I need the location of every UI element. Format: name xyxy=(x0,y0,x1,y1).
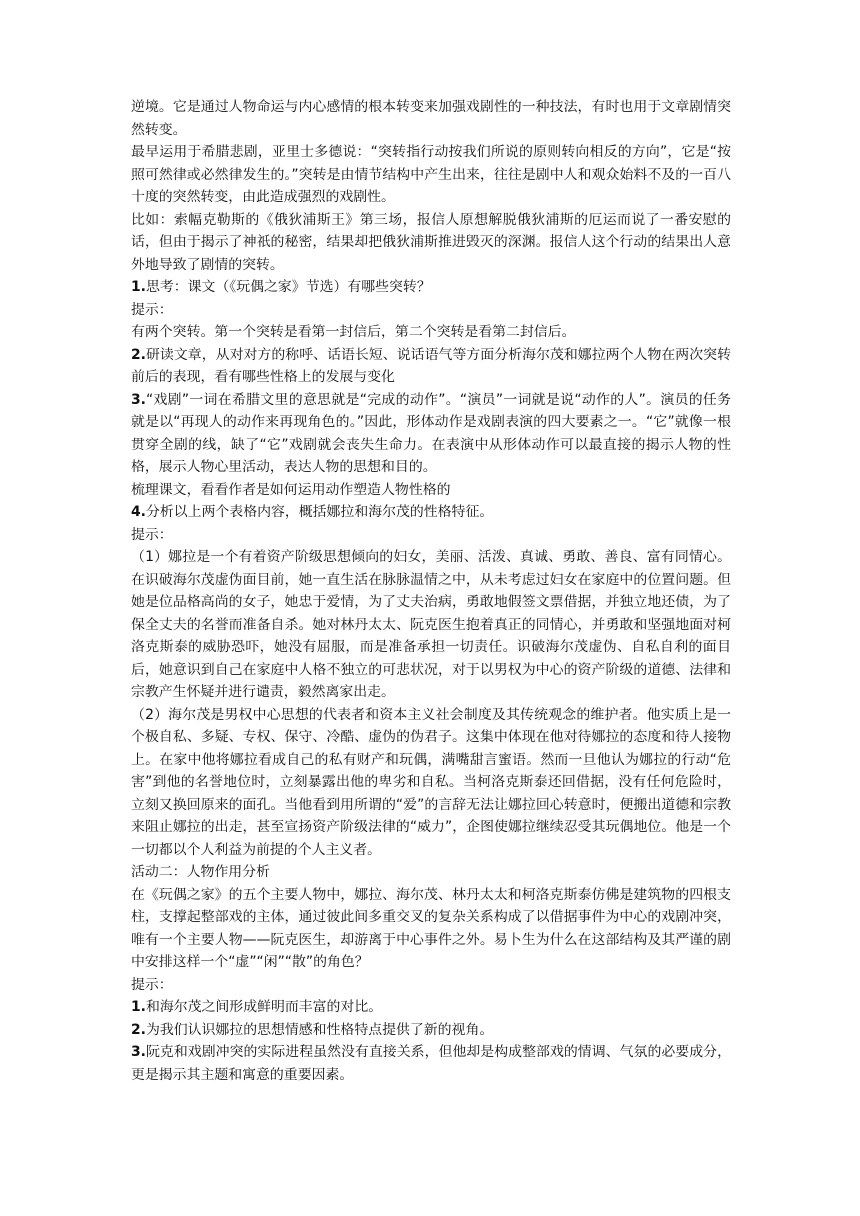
point-3 xyxy=(131,1041,731,1086)
paragraph-oedipus-example: 比如：索幅克勒斯的《俄狄浦斯王》第三场，报信人原想解脱俄狄浦斯的厄运而说了一番安慰的话，但由于揭示了神祇的秘密，结果却把俄狄浦斯推进毁灭的深渊。报信人这个行动的结果出人意外地导致了剧情的突转。 xyxy=(131,211,731,273)
question-2-number: 2. xyxy=(131,346,146,363)
question-3 xyxy=(131,389,731,479)
document-page xyxy=(131,96,731,1086)
question-3-text: “戏剧”一词在希腊文里的意思就是“完成的动作”。“演员”一词就是说“动作的人”。演员的任务就是以“再现人的动作来再现角色的。”因此，形体动作是戏剧表演的四大要素之一。“它”就像一根贯穿全剧的线，缺了“它”戏剧就会丧失生命力。在表演中从形体动作可以最直接的揭示人物的性格，展示人物心里活动，表达人物的思想和目的。 xyxy=(131,391,731,475)
point-3-text: 阮克和戏剧冲突的实际进程虽然没有直接关系，但他却是构成整部戏的情调、气氛的必要成分，更是揭示其主题和寓意的重要因素。 xyxy=(131,1044,731,1083)
point-2-number: 2. xyxy=(131,1021,146,1038)
answer-4-nora: （1）娜拉是一个有着资产阶级思想倾向的妇女，美丽、活泼、真诚、勇敢、善良、富有同情心。在识破海尔茂虚伪面目前，她一直生活在脉脉温情之中，从未考虑过妇女在家庭中的位置问题。但她是位品格高尚的女子，她忠于爱情，为了丈夫治病，勇敢地假签文票借据，并独立地还债，为了保全丈夫的名誉而准备自杀。她对林丹太太、阮克医生抱着真正的同情心，并勇敢和坚强地面对柯洛克斯泰的威胁恐吓，她没有屈服，而是准备承担一切责任。识破海尔茂虚伪、自私自利的面目后，她意识到自己在家庭中人格不独立的可悲状况，对于以男权为中心的资产阶级的道德、法律和宗教产生怀疑并进行谴责，毅然离家出走。 xyxy=(131,549,731,700)
point-2-text: 为我们认识娜拉的思想情感和性格特点提供了新的视角。 xyxy=(145,1021,494,1038)
point-1 xyxy=(131,996,731,1019)
question-1-number: 1. xyxy=(131,279,146,295)
hint-label-1: 提示： xyxy=(131,301,173,318)
question-2 xyxy=(131,344,731,389)
paragraph-aristotle: 最早运用于希腊悲剧，亚里士多德说：“突转指行动按我们所说的原则转向相反的方向”，它是“按照可然律或必然律发生的。”突转是由情节结构中产生出来，往往是剧中人和观众始料不及的一百八十度的突然转变，由此造成强烈的戏剧性。 xyxy=(131,144,731,205)
point-1-text: 和海尔茂之间形成鲜明而丰富的对比。 xyxy=(145,999,383,1015)
sort-text-instruction: 梳理课文，看看作者是如何运用动作塑造人物性格的 xyxy=(131,481,451,498)
question-4-text: 分析以上两个表格内容，概括娜拉和海尔茂的性格特征。 xyxy=(145,504,494,520)
question-1-text: 思考：课文（《玩偶之家》节选）有哪些突转？ xyxy=(145,279,431,295)
question-4-number: 4. xyxy=(131,504,146,520)
point-2 xyxy=(131,1019,731,1042)
activity-2-title: 活动二：人物作用分析 xyxy=(131,864,270,880)
question-4 xyxy=(131,501,731,524)
question-1 xyxy=(131,276,731,299)
paragraph-peripeteia-definition: 逆境。它是通过人物命运与内心感情的根本转变来加强戏剧性的一种技法，有时也用于文章剧情突然转变。 xyxy=(131,99,731,138)
point-1-number: 1. xyxy=(131,999,146,1015)
hint-label-3: 提示： xyxy=(131,976,173,993)
point-3-number: 3. xyxy=(131,1044,146,1060)
question-2-text: 研读文章，从对对方的称呼、话语长短、说话语气等方面分析海尔茂和娜拉两个人物在两次突转前后的表现，看有哪些性格上的发展与变化 xyxy=(131,346,731,385)
answer-4-helmer: （2）海尔茂是男权中心思想的代表者和资本主义社会制度及其传统观念的维护者。他实质上是一个极自私、多疑、专权、保守、冷酷、虚伪的伪君子。这集中体现在他对待娜拉的态度和待人接物上。在家中他将娜拉看成自己的私有财产和玩偶，满嘴甜言蜜语。然而一旦他认为娜拉的行动“危害”到他的名誉地位时，立刻暴露出他的卑劣和自私。当柯洛克斯泰还回借据，没有任何危险时，立刻又换回原来的面孔。当他看到用所谓的“爱”的言辞无法让娜拉回心转意时，便搬出道德和宗教来阻止娜拉的出走，甚至宣扬资产阶级法律的“威力”，企图使娜拉继续忍受其玩偶地位。他是一个一切都以个人利益为前提的个人主义者。 xyxy=(131,706,731,858)
activity-2-text: 在《玩偶之家》的五个主要人物中，娜拉、海尔茂、林丹太太和柯洛克斯泰仿佛是建筑物的四根支柱，支撑起整部戏的主体，通过彼此间多重交叉的复杂关系构成了以借据事件为中心的戏剧冲突，唯有一个主要人物——阮克医生，却游离于中心事件之外。易卜生为什么在这部结构及其严谨的剧中安排这样一个“虚”“闲”“散”的角色？ xyxy=(131,886,731,970)
hint-label-2: 提示： xyxy=(131,526,173,543)
question-3-number: 3. xyxy=(131,391,146,408)
answer-1: 有两个突转。第一个突转是看第一封信后，第二个突转是看第二封信后。 xyxy=(131,324,576,340)
